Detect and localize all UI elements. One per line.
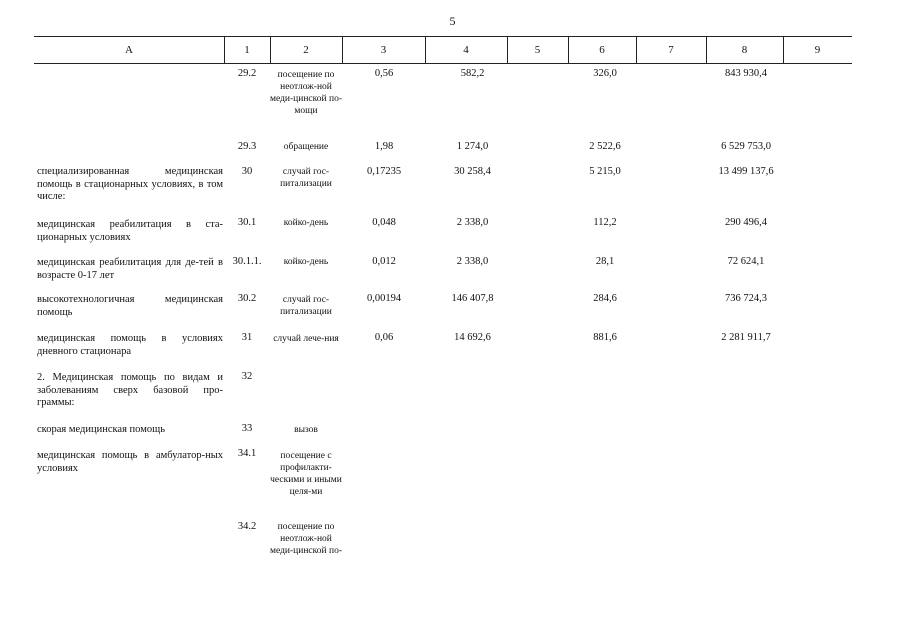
row-value-3: 0,17235 — [366, 166, 402, 177]
row-name: медицинская помощь в условиях дневного стационара — [37, 333, 223, 357]
row-code: 33 — [241, 423, 253, 434]
row-value-8: 6 529 753,0 — [721, 141, 771, 152]
row-unit: посещение по неотлож-ной меди-цинской по- — [270, 522, 342, 556]
row-code: 30.1 — [237, 217, 257, 228]
row-unit: обращение — [283, 142, 329, 152]
row-value-6: 5 215,0 — [589, 166, 621, 177]
header-col-2: 2 — [303, 44, 309, 56]
row-unit: койко-день — [283, 218, 329, 228]
header-col-3: 3 — [380, 44, 387, 56]
row-value-3: 1,98 — [374, 141, 394, 152]
row-unit: койко-день — [283, 257, 329, 267]
row-value-3: 0,048 — [372, 217, 396, 228]
row-value-6: 284,6 — [593, 293, 617, 304]
page-number: 5 — [449, 14, 456, 28]
row-name: скорая медицинская помощь — [37, 424, 165, 435]
header-col-6: 6 — [599, 44, 605, 56]
row-value-8: 843 930,4 — [725, 68, 767, 79]
header-col-7: 7 — [668, 44, 674, 56]
row-value-6: 2 522,6 — [589, 141, 621, 152]
row-value-6: 881,6 — [593, 332, 617, 343]
header-col-1: 1 — [244, 44, 250, 56]
row-value-8: 290 496,4 — [725, 217, 767, 228]
row-value-8: 72 624,1 — [727, 256, 765, 267]
row-code: 32 — [241, 371, 253, 382]
row-code: 34.2 — [237, 521, 257, 532]
row-value-6: 326,0 — [593, 68, 617, 79]
row-code: 29.3 — [237, 141, 257, 152]
header-col-5: 5 — [534, 44, 541, 56]
row-code: 29.2 — [237, 68, 257, 79]
row-unit: посещение с профилакти-ческими и иными целя-ми — [270, 451, 342, 497]
row-name: медицинская помощь в амбулатор-ных условиях — [37, 450, 223, 474]
row-value-8: 736 724,3 — [725, 293, 767, 304]
row-unit: вызов — [294, 425, 318, 435]
row-name: медицинская реабилитация для де-тей в возрасте 0-17 лет — [37, 257, 223, 281]
row-unit: случай гос-питализации — [280, 167, 332, 189]
row-value-4: 14 692,6 — [454, 332, 491, 343]
row-name: высокотехнологичная медицинская помощь — [37, 294, 223, 318]
row-name: 2. Медицинская помощь по видам и заболеваниям сверх базовой про-граммы: — [37, 372, 223, 408]
row-value-4: 2 338,0 — [456, 256, 489, 267]
row-code: 34.1 — [237, 448, 257, 459]
header-bottom-rule — [34, 63, 852, 64]
row-value-3: 0,012 — [372, 256, 396, 267]
row-value-6: 28,1 — [595, 256, 615, 267]
row-unit: случай гос-питализации — [280, 295, 332, 317]
row-value-3: 0,00194 — [366, 293, 402, 304]
row-code: 30.1.1. — [232, 256, 262, 267]
row-value-3: 0,56 — [374, 68, 394, 79]
header-col-8: 8 — [741, 44, 748, 56]
row-value-4: 146 407,8 — [451, 293, 494, 304]
row-value-8: 13 499 137,6 — [718, 166, 774, 177]
header-top-rule — [34, 36, 852, 37]
row-name: медицинская реабилитация в ста-ционарных условиях — [37, 219, 223, 243]
row-value-4: 1 274,0 — [456, 141, 489, 152]
row-code: 30.2 — [237, 293, 257, 304]
row-code: 31 — [241, 332, 253, 343]
row-value-8: 2 281 911,7 — [721, 332, 771, 343]
header-col-9: 9 — [814, 44, 821, 56]
row-name: специализированная медицинская помощь в стационарных условиях, в том числе: — [37, 166, 223, 202]
row-value-6: 112,2 — [593, 217, 617, 228]
row-value-4: 30 258,4 — [454, 166, 491, 177]
row-unit: случай лече-ния — [273, 334, 339, 344]
row-value-4: 582,2 — [460, 68, 485, 79]
header-col-a: А — [125, 44, 133, 56]
header-col-4: 4 — [463, 44, 469, 56]
row-value-4: 2 338,0 — [456, 217, 489, 228]
row-value-3: 0,06 — [374, 332, 394, 343]
row-unit: посещение по неотлож-ной меди-цинской по-мощи — [270, 70, 342, 116]
row-code: 30 — [241, 166, 253, 177]
